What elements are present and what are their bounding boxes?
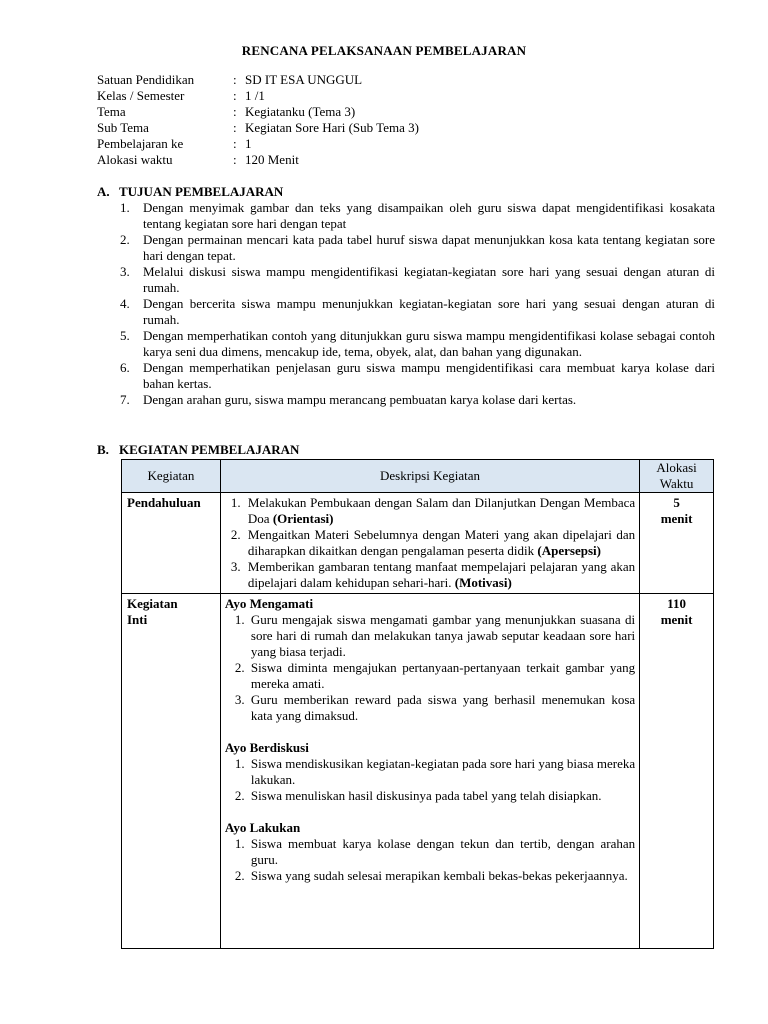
identity-separator: : [233, 88, 237, 103]
learning-goals-list [120, 200, 715, 408]
identity-value: 1 [245, 136, 252, 151]
item-number: 6. [120, 360, 130, 375]
column-header-deskripsi: Deskripsi Kegiatan [220, 460, 639, 493]
identity-value: 120 Menit [245, 152, 299, 167]
activity-name-line: Inti [127, 612, 148, 627]
table-row-inti [122, 594, 714, 949]
identity-block [97, 72, 419, 168]
item-number: 1. [234, 756, 245, 771]
activity-steps [225, 756, 635, 804]
list-item [225, 495, 635, 527]
section-b-heading [97, 442, 299, 458]
identity-row [97, 136, 419, 152]
subsection-heading: Ayo Lakukan [224, 820, 301, 835]
item-text: Mengaitkan Materi Sebelumnya dengan Materi yang akan dipelajari dan diharapkan dikaitkan dengan pengalaman peserta didik [247, 527, 636, 558]
section-a-heading [97, 184, 283, 200]
item-text: Siswa membuat karya kolase dengan tekun dan tertib, dengan arahan guru. [250, 836, 636, 867]
column-header-alokasi: Alokasi Waktu [640, 460, 714, 493]
item-number: 2. [234, 868, 245, 883]
section-letter: A. [97, 184, 110, 199]
activity-description [220, 594, 639, 949]
identity-value: Kegiatan Sore Hari (Sub Tema 3) [245, 120, 419, 135]
identity-label: Pembelajaran ke [97, 136, 184, 151]
item-text: Siswa yang sudah selesai merapikan kembali bekas-bekas pekerjaannya. [250, 868, 628, 883]
item-text: Dengan menyimak gambar dan teks yang disampaikan oleh guru siswa dapat mengidentifikasi kosakata tentang kegiatan sore hari dengan tepat [143, 200, 715, 231]
item-number: 2. [234, 788, 245, 803]
activity-name-line: Kegiatan [127, 596, 178, 611]
item-number: 1. [230, 495, 241, 510]
item-number: 1. [234, 612, 245, 627]
table-header-row [122, 460, 714, 493]
identity-separator: : [233, 104, 237, 119]
item-text: Guru mengajak siswa mengamati gambar yang menunjukkan suasana di sore hari di rumah dan melakukan tanya jawab seputar keadaan sore hari yang biasa terjadi. [250, 612, 636, 659]
activity-time [640, 493, 714, 594]
list-item [120, 360, 715, 392]
list-item [120, 296, 715, 328]
identity-label: Satuan Pendidikan [97, 72, 195, 87]
list-item [120, 328, 715, 360]
item-number: 3. [120, 264, 130, 279]
identity-value: 1 /1 [245, 88, 265, 103]
list-item [225, 660, 635, 692]
identity-row [97, 88, 419, 104]
item-text: Siswa diminta mengajukan pertanyaan-pertanyaan terkait gambar yang mereka amati. [250, 660, 636, 691]
item-text: Memberikan gambaran tentang manfaat mempelajari pelajaran yang akan dipelajari dalam kehidupan sehari-hari. [247, 559, 636, 590]
section-letter: B. [97, 442, 109, 457]
identity-label: Kelas / Semester [97, 88, 185, 103]
item-number: 1. [234, 836, 245, 851]
item-number: 7. [120, 392, 130, 407]
list-item [225, 868, 635, 884]
list-item [225, 836, 635, 868]
subsection-heading: Ayo Berdiskusi [224, 740, 309, 755]
item-text: Guru memberikan reward pada siswa yang berhasil menemukan kosa kata yang dimaksud. [250, 692, 636, 723]
item-number: 2. [230, 527, 241, 542]
activity-steps [225, 612, 635, 724]
time-unit: menit [660, 511, 693, 526]
identity-label: Tema [97, 104, 126, 119]
item-number: 1. [120, 200, 130, 215]
identity-value: Kegiatanku (Tema 3) [245, 104, 356, 119]
identity-separator: : [233, 72, 237, 87]
item-text: Dengan memperhatikan contoh yang ditunjukkan guru siswa mampu mengidentifikasi kolase sebagai contoh karya seni dua dimens, mencakup ide, tema, obyek, alat, dan bahan yang digunakan. [143, 328, 715, 359]
identity-value: SD IT ESA UNGGUL [245, 72, 363, 87]
table-row-pendahuluan [122, 493, 714, 594]
activity-time [640, 594, 714, 949]
item-text: Siswa mendiskusikan kegiatan-kegiatan pada sore hari yang biasa mereka lakukan. [250, 756, 636, 787]
list-item [225, 612, 635, 660]
time-value: 110 [667, 596, 686, 611]
time-value: 5 [673, 495, 680, 510]
item-text: Melakukan Pembukaan dengan Salam dan Dilanjutkan Dengan Membaca Doa [247, 495, 636, 526]
list-item [120, 200, 715, 232]
list-item [120, 392, 715, 408]
identity-label: Sub Tema [97, 120, 149, 135]
activity-name [122, 594, 221, 949]
item-text: Dengan memperhatikan penjelasan guru siswa mampu mengidentifikasi cara membuat karya kolase dari bahan kertas. [143, 360, 715, 391]
activity-steps [225, 836, 635, 884]
spacer [225, 804, 635, 820]
item-tag: (Motivasi) [454, 575, 512, 590]
spacer [225, 724, 635, 740]
identity-row [97, 72, 419, 88]
identity-label: Alokasi waktu [97, 152, 173, 167]
item-tag: (Orientasi) [272, 511, 334, 526]
section-title: TUJUAN PEMBELAJARAN [119, 184, 284, 199]
item-number: 3. [230, 559, 241, 574]
item-number: 3. [234, 692, 245, 707]
column-header-kegiatan: Kegiatan [122, 460, 221, 493]
item-number: 4. [120, 296, 130, 311]
identity-separator: : [233, 120, 237, 135]
list-item [225, 527, 635, 559]
item-text: Dengan arahan guru, siswa mampu merancang pembuatan karya kolase dari kertas. [143, 392, 577, 407]
list-item [225, 756, 635, 788]
item-text: Dengan permainan mencari kata pada tabel huruf siswa dapat menunjukkan kosa kata tentang kegiatan sore hari dengan tepat. [143, 232, 715, 263]
identity-separator: : [233, 152, 237, 167]
item-text: Siswa menuliskan hasil diskusinya pada tabel yang telah disiapkan. [250, 788, 602, 803]
identity-row [97, 104, 419, 120]
identity-row [97, 120, 419, 136]
section-title: KEGIATAN PEMBELAJARAN [119, 442, 300, 457]
item-number: 5. [120, 328, 130, 343]
item-text: Dengan bercerita siswa mampu menunjukkan kegiatan-kegiatan sore hari yang sesuai dengan aturan di rumah. [143, 296, 715, 327]
list-item [120, 232, 715, 264]
list-item [225, 559, 635, 591]
page-title: RENCANA PELAKSANAAN PEMBELAJARAN [241, 43, 527, 58]
activities-table [121, 459, 714, 949]
list-item [225, 692, 635, 724]
item-number: 2. [120, 232, 130, 247]
identity-row [97, 152, 419, 168]
item-number: 2. [234, 660, 245, 675]
activity-steps [225, 495, 635, 591]
item-text: Melalui diskusi siswa mampu mengidentifikasi kegiatan-kegiatan sore hari yang sesuai dengan aturan di rumah. [143, 264, 715, 295]
time-unit: menit [660, 612, 693, 627]
item-tag: (Apersepsi) [537, 543, 601, 558]
list-item [225, 788, 635, 804]
identity-separator: : [233, 136, 237, 151]
activity-name: Pendahuluan [122, 493, 221, 594]
subsection-heading: Ayo Mengamati [224, 596, 314, 611]
list-item [120, 264, 715, 296]
activity-description [220, 493, 639, 594]
